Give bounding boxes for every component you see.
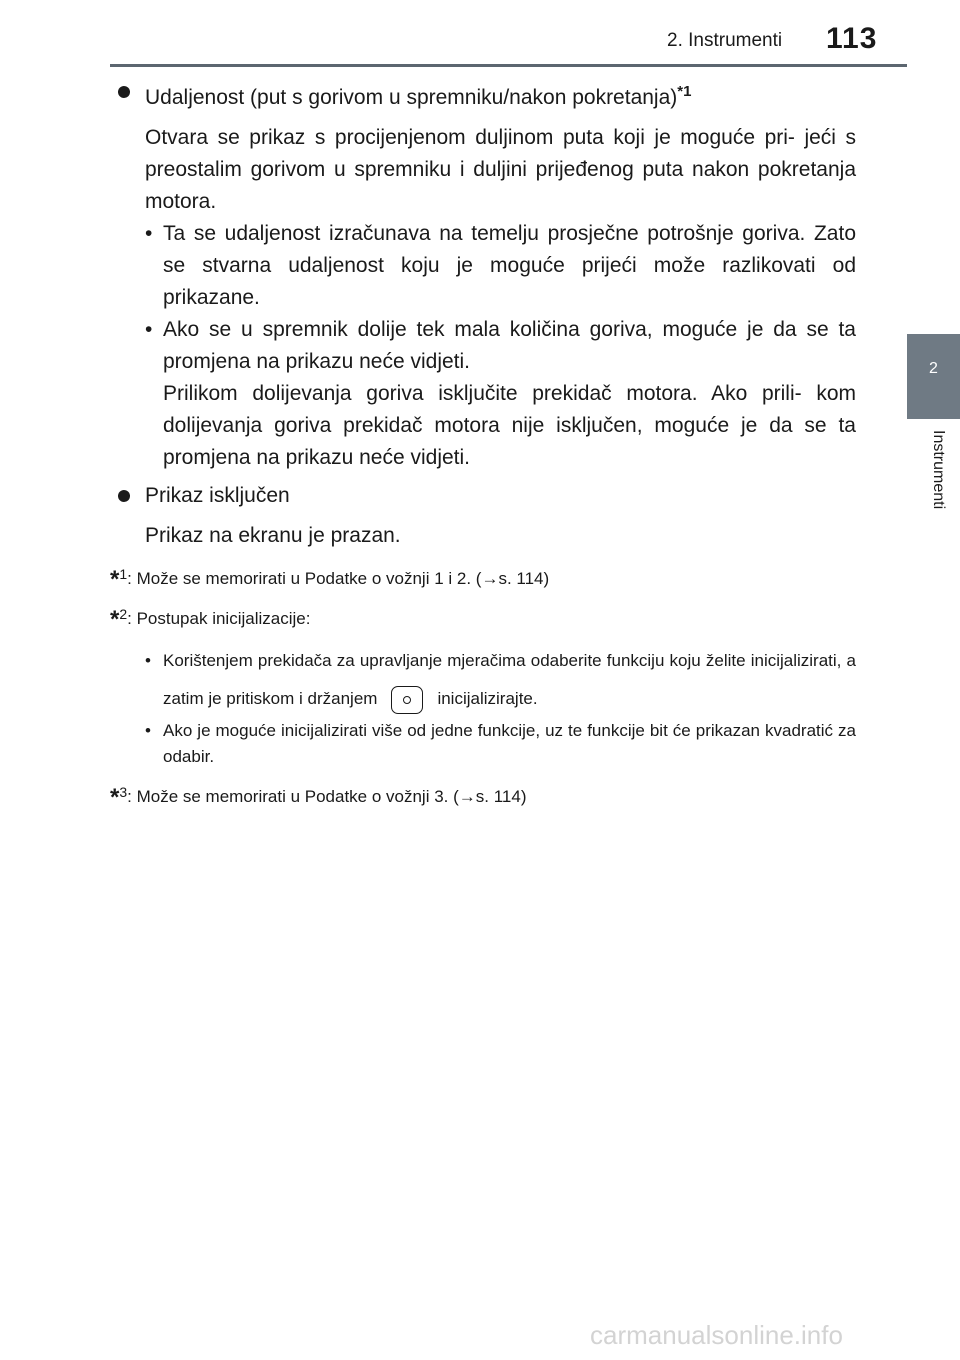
footnote-star: * bbox=[110, 784, 120, 811]
item-title: Prikaz isključen bbox=[145, 484, 290, 507]
item-description: Otvara se prikaz s procijenjenom duljinom puta koji je moguće pri- jeći s preostalim gorivom u spremniku i duljini prijeđenog puta nakon pokretanja motora. bbox=[145, 126, 856, 213]
footnote-text: : Može se memorirati u Podatke o vožnji 1 i 2. (→s. 114) bbox=[127, 569, 550, 588]
bullet-continuation: Prilikom dolijevanja goriva isključite prekidač motora. Ako prili- kom dolijevanja goriva prekidač motora nije isključen, moguće je da se ta promjena na prikazu neće vidjeti. bbox=[163, 382, 856, 469]
footnote-2 bbox=[110, 604, 856, 632]
list-item bbox=[110, 718, 856, 770]
bullet-mark: • bbox=[145, 721, 151, 740]
item-title: Udaljenost (put s gorivom u spremniku/nakon pokretanja) bbox=[145, 86, 678, 109]
bullet-text: Ako je moguće inicijalizirati više od jedne funkcije, uz te funkcije bit će prikazan kvadratić za odabir. bbox=[163, 721, 856, 766]
bullet-dot-icon bbox=[118, 86, 130, 98]
chapter-tab-number: 2 bbox=[929, 360, 938, 377]
footnote-number: 1 bbox=[119, 566, 128, 582]
footnote-ref[interactable]: *1 bbox=[677, 83, 692, 100]
bullet-mark: • bbox=[145, 651, 151, 670]
chapter-tab[interactable] bbox=[907, 334, 960, 419]
footnote-3 bbox=[110, 782, 856, 810]
page-content bbox=[110, 76, 856, 810]
list-item bbox=[110, 314, 856, 378]
bullet-mark: • bbox=[145, 222, 153, 245]
footnote-text: : Može se memorirati u Podatke o vožnji 3. (→s. 114) bbox=[127, 787, 527, 806]
bullet-text: Korištenjem prekidača za upravljanje mjeračima odaberite funkciju koju želite inicijalizirati, a zatim je pritiskom i držanjem bbox=[163, 651, 856, 708]
footnote-star: * bbox=[110, 566, 120, 593]
footnote-number: 2 bbox=[119, 606, 128, 622]
bullet-dot-icon bbox=[118, 490, 130, 502]
bullet-text: Ta se udaljenost izračunava na temelju prosječne potrošnje goriva. Zato se stvarna udaljenost koju je moguće prijeći može razlikovati od prikazane. bbox=[163, 222, 856, 309]
list-item bbox=[110, 642, 856, 718]
footnote-star: * bbox=[110, 606, 120, 633]
list-item bbox=[110, 218, 856, 314]
bullet-mark: • bbox=[145, 318, 153, 341]
section-title: 2. Instrumenti bbox=[667, 30, 783, 51]
item-heading-distance bbox=[110, 76, 856, 114]
footnote-number: 3 bbox=[119, 784, 128, 800]
footnote-1 bbox=[110, 564, 856, 592]
item-heading-display-off bbox=[110, 480, 856, 512]
page-number: 113 bbox=[826, 22, 878, 55]
watermark: carmanualsonline.info bbox=[590, 1320, 843, 1350]
bullet-text: inicijalizirajte. bbox=[437, 689, 538, 708]
header-rule bbox=[110, 64, 907, 67]
chapter-side-label: Instrumenti bbox=[930, 430, 947, 510]
bullet-text: Ako se u spremnik dolije tek mala količina goriva, moguće je da se ta promjena na prikazu neće vidjeti. bbox=[163, 318, 856, 373]
meter-control-switch-icon bbox=[391, 686, 423, 714]
footnote-text: : Postupak inicijalizacije: bbox=[127, 609, 311, 628]
item-description: Prikaz na ekranu je prazan. bbox=[145, 524, 401, 547]
